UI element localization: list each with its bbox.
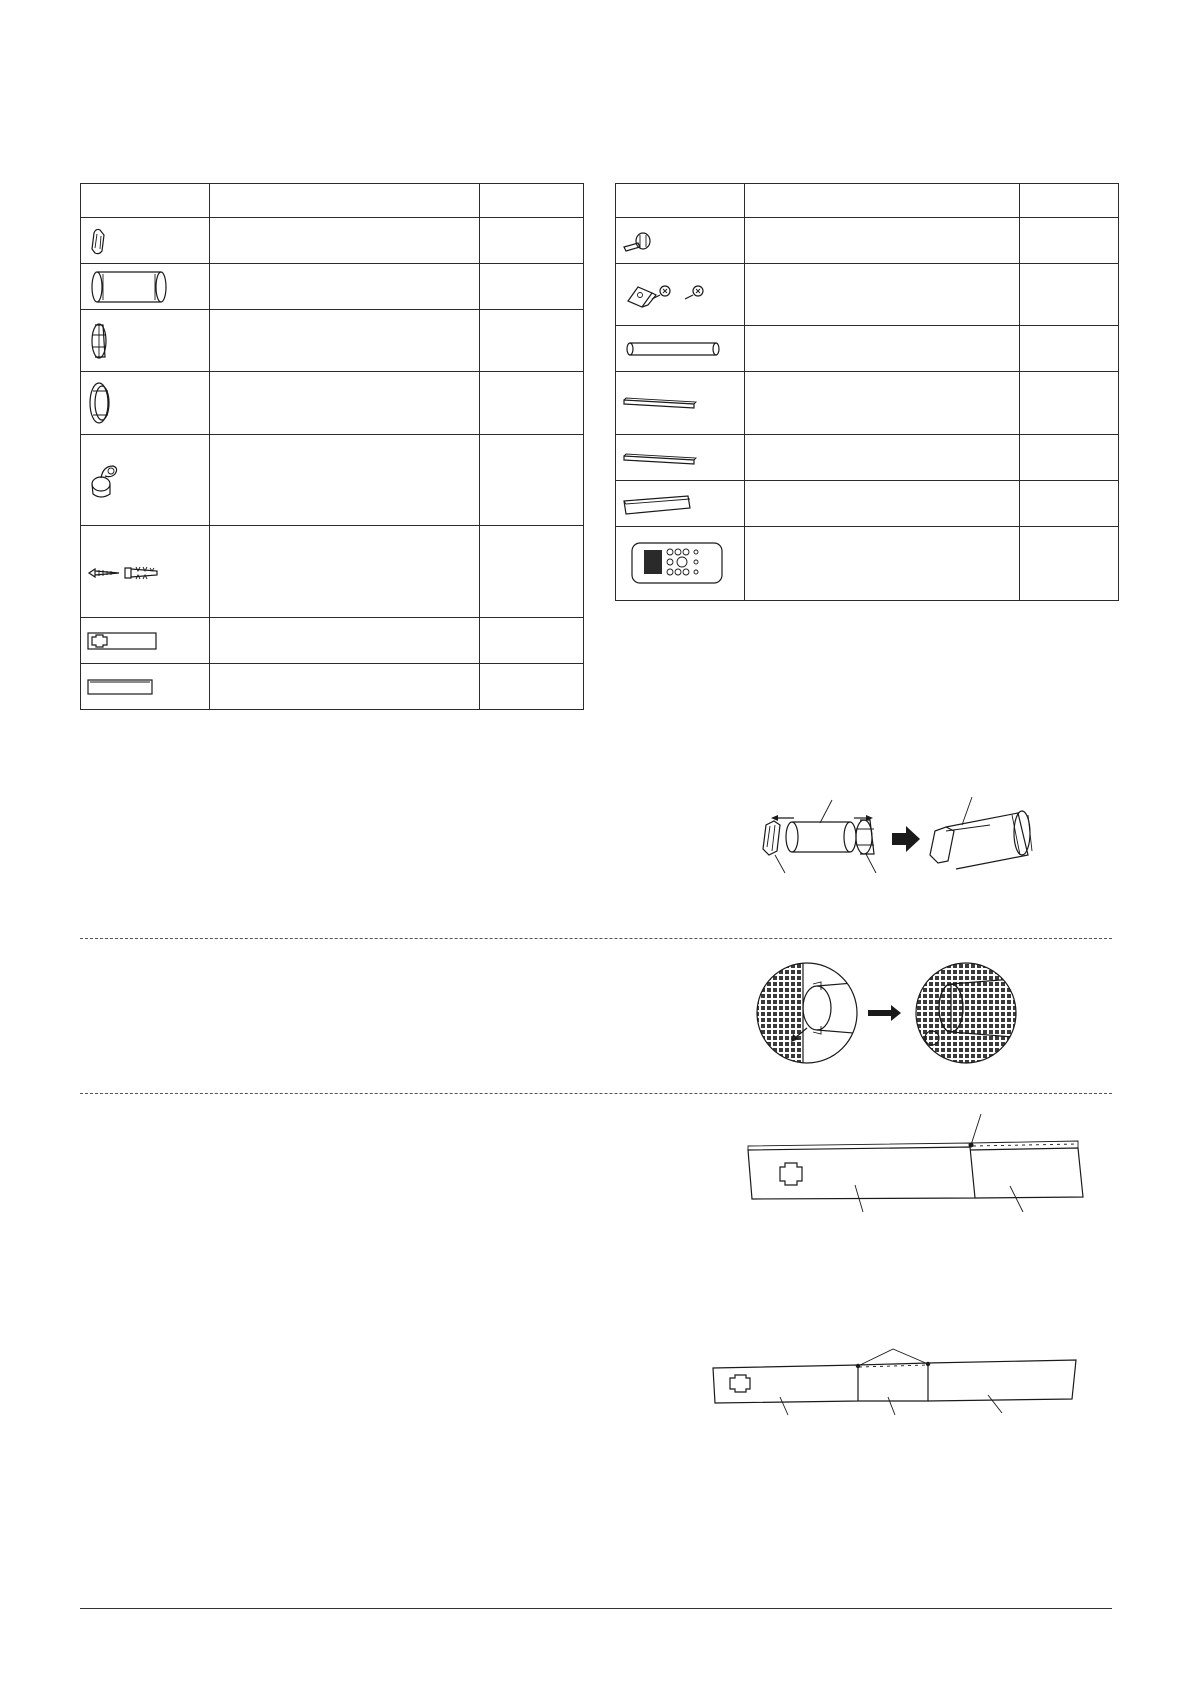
header-name-cell (745, 184, 1020, 218)
table-row (616, 481, 1119, 527)
table-row (616, 264, 1119, 326)
part-qty-cell (1020, 527, 1119, 601)
part-name-cell (210, 435, 480, 526)
arrow-right-icon (868, 1005, 901, 1021)
hose-adapter-b-icon (81, 372, 210, 435)
table-row (616, 326, 1119, 372)
table-row (616, 372, 1119, 435)
attach-step-before (755, 958, 865, 1068)
table-row (616, 218, 1119, 264)
table-row (81, 618, 584, 664)
part-qty-cell (1020, 372, 1119, 435)
part-name-cell (745, 527, 1020, 601)
section-divider (80, 938, 1112, 939)
part-qty-cell (480, 264, 584, 310)
part-qty-cell (1020, 435, 1119, 481)
leader-lines (775, 800, 876, 873)
table-row (81, 218, 584, 264)
header-qty-cell (1020, 184, 1119, 218)
assembled-hose-part (930, 797, 1032, 869)
foam-seal-a-icon (616, 372, 745, 435)
part-name-cell (210, 310, 480, 372)
window-slider-with-hole-icon (81, 618, 210, 664)
part-name-cell (210, 664, 480, 710)
part-qty-cell (1020, 218, 1119, 264)
part-qty-cell (1020, 481, 1119, 527)
double-slider-figure (710, 1345, 1080, 1425)
header-part-cell (616, 184, 745, 218)
part-name-cell (745, 435, 1020, 481)
part-qty-cell (1020, 264, 1119, 326)
window-slider-extension-part (970, 1141, 1083, 1198)
part-name-cell (210, 218, 480, 264)
exhaust-hose-icon (81, 264, 210, 310)
part-name-cell (745, 264, 1020, 326)
part-name-cell (745, 481, 1020, 527)
part-qty-cell (480, 218, 584, 264)
foam-seal-c-icon (616, 481, 745, 527)
header-name-cell (210, 184, 480, 218)
part-name-cell (210, 264, 480, 310)
part-qty-cell (1020, 326, 1119, 372)
part-qty-cell (480, 435, 584, 526)
exhaust-hose-part (786, 822, 856, 852)
window-slider-figure (745, 1110, 1090, 1220)
section-divider (80, 1093, 1112, 1094)
attach-step-after (913, 958, 1025, 1068)
part-name-cell (745, 218, 1020, 264)
table-row (81, 664, 584, 710)
arrow-right-icon (892, 826, 920, 852)
hose-attach-figure (755, 958, 1025, 1068)
leader-lines (780, 1349, 1002, 1415)
window-adapter-icon (81, 218, 210, 264)
table-row (616, 435, 1119, 481)
window-slider-extension-icon (81, 664, 210, 710)
part-name-cell (210, 618, 480, 664)
hose-adapter-part (856, 820, 874, 854)
hose-adapter-a-icon (81, 310, 210, 372)
table-row (81, 310, 584, 372)
bracket-and-screws-icon (616, 264, 745, 326)
table-header-row (616, 184, 1119, 218)
header-qty-cell (480, 184, 584, 218)
table-row (81, 526, 584, 618)
accessories-table-right (615, 183, 1119, 601)
part-qty-cell (480, 372, 584, 435)
header-part-cell (81, 184, 210, 218)
table-row (81, 264, 584, 310)
table-header-row (81, 184, 584, 218)
hose-assembly-figure (750, 795, 1050, 895)
part-qty-cell (480, 310, 584, 372)
window-slider-extension-part (858, 1363, 928, 1401)
part-name-cell (745, 372, 1020, 435)
part-name-cell (210, 372, 480, 435)
part-name-cell (210, 526, 480, 618)
part-qty-cell (480, 664, 584, 710)
table-row (616, 527, 1119, 601)
drain-hose-icon (616, 326, 745, 372)
window-slider-part (928, 1360, 1076, 1401)
part-qty-cell (480, 526, 584, 618)
table-row (81, 435, 584, 526)
accessories-table-left (80, 183, 584, 710)
window-adapter-part (763, 821, 780, 855)
window-slider-part (748, 1143, 975, 1199)
security-bolt-icon (616, 218, 745, 264)
footer-rule (80, 1608, 1112, 1609)
drain-connector-icon (81, 435, 210, 526)
window-slider-part (713, 1365, 858, 1403)
remote-control-icon (616, 527, 745, 601)
part-qty-cell (480, 618, 584, 664)
part-name-cell (745, 326, 1020, 372)
screw-and-anchor-icon (81, 526, 210, 618)
table-row (81, 372, 584, 435)
foam-seal-b-icon (616, 435, 745, 481)
